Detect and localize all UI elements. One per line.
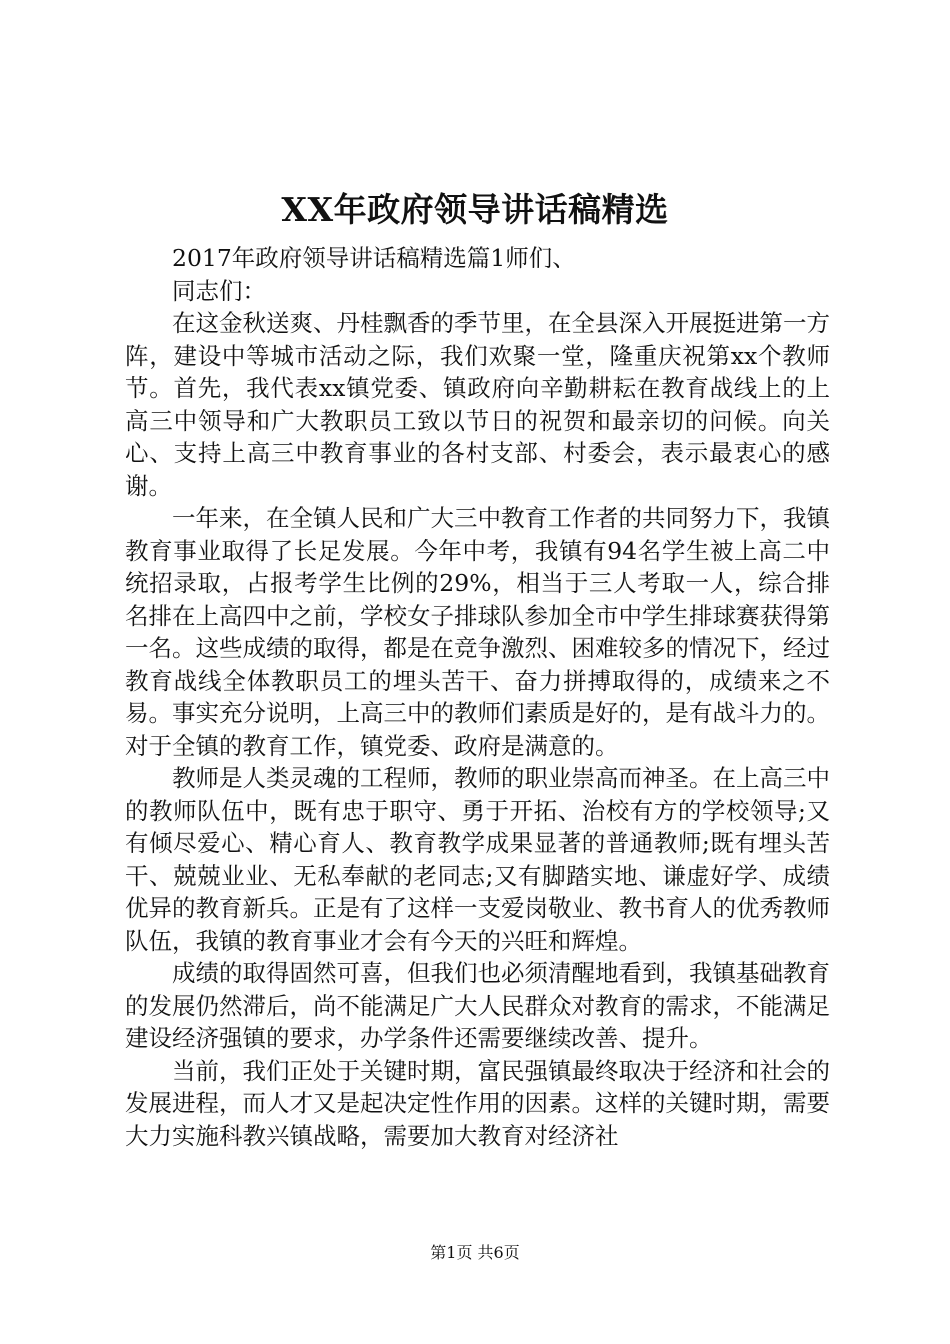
paragraph: 在这金秋送爽、丹桂飘香的季节里，在全县深入开展挺进第一方阵，建设中等城市活动之际，我们欢聚一堂，隆重庆祝第xx个教师节。首先，我代表xx镇党委、镇政府向辛勤耕耘在教育战线上的上高三中领导和广大教职员工致以节日的祝贺和最亲切的问候。向关心、支持上高三中教育事业的各村支部、村委会，表示最衷心的感谢。 [125,309,830,500]
paragraph-salutation: 同志们： [172,276,266,305]
paragraph: 当前，我们正处于关键时期，富民强镇最终取决于经济和社会的发展进程，而人才又是起决定性作用的因素。这样的关键时期，需要大力实施科教兴镇战略，需要加大教育对经济社 [125,1056,830,1150]
paragraph: 成绩的取得固然可喜，但我们也必须清醒地看到，我镇基础教育的发展仍然滞后，尚不能满足广大人民群众对教育的需求，不能满足建设经济强镇的要求，办学条件还需要继续改善、提升。 [125,959,830,1052]
document-title: XX年政府领导讲话稿精选 [281,190,669,229]
paragraph-heading-line: 2017年政府领导讲话稿精选篇1师们、 [172,244,576,272]
page-footer: 第1页 共6页 [430,1243,520,1262]
paragraph: 一年来，在全镇人民和广大三中教育工作者的共同努力下，我镇教育事业取得了长足发展。今年中考，我镇有94名学生被上高二中统招录取，占报考学生比例的29%，相当于三人考取一人，综合排名排在上高四中之前，学校女子排球队参加全市中学生排球赛获得第一名。这些成绩的取得，都是在竞争激烈、困难较多的情况下，经过教育战线全体教职员工的埋头苦干、奋力拼搏取得的，成绩来之不易。事实充分说明，上高三中的教师们素质是好的，是有战斗力的。对于全镇的教育工作，镇党委、政府是满意的。 [125,504,830,760]
document-body [125,242,830,1152]
paragraph: 教师是人类灵魂的工程师，教师的职业崇高而神圣。在上高三中的教师队伍中，既有忠于职守、勇于开拓、治校有方的学校领导;又有倾尽爱心、精心育人、教育教学成果显著的普通教师;既有埋头苦干、兢兢业业、无私奉献的老同志;又有脚踏实地、谦虚好学、成绩优异的教育新兵。正是有了这样一支爱岗敬业、教书育人的优秀教师队伍，我镇的教育事业才会有今天的兴旺和辉煌。 [125,764,830,955]
